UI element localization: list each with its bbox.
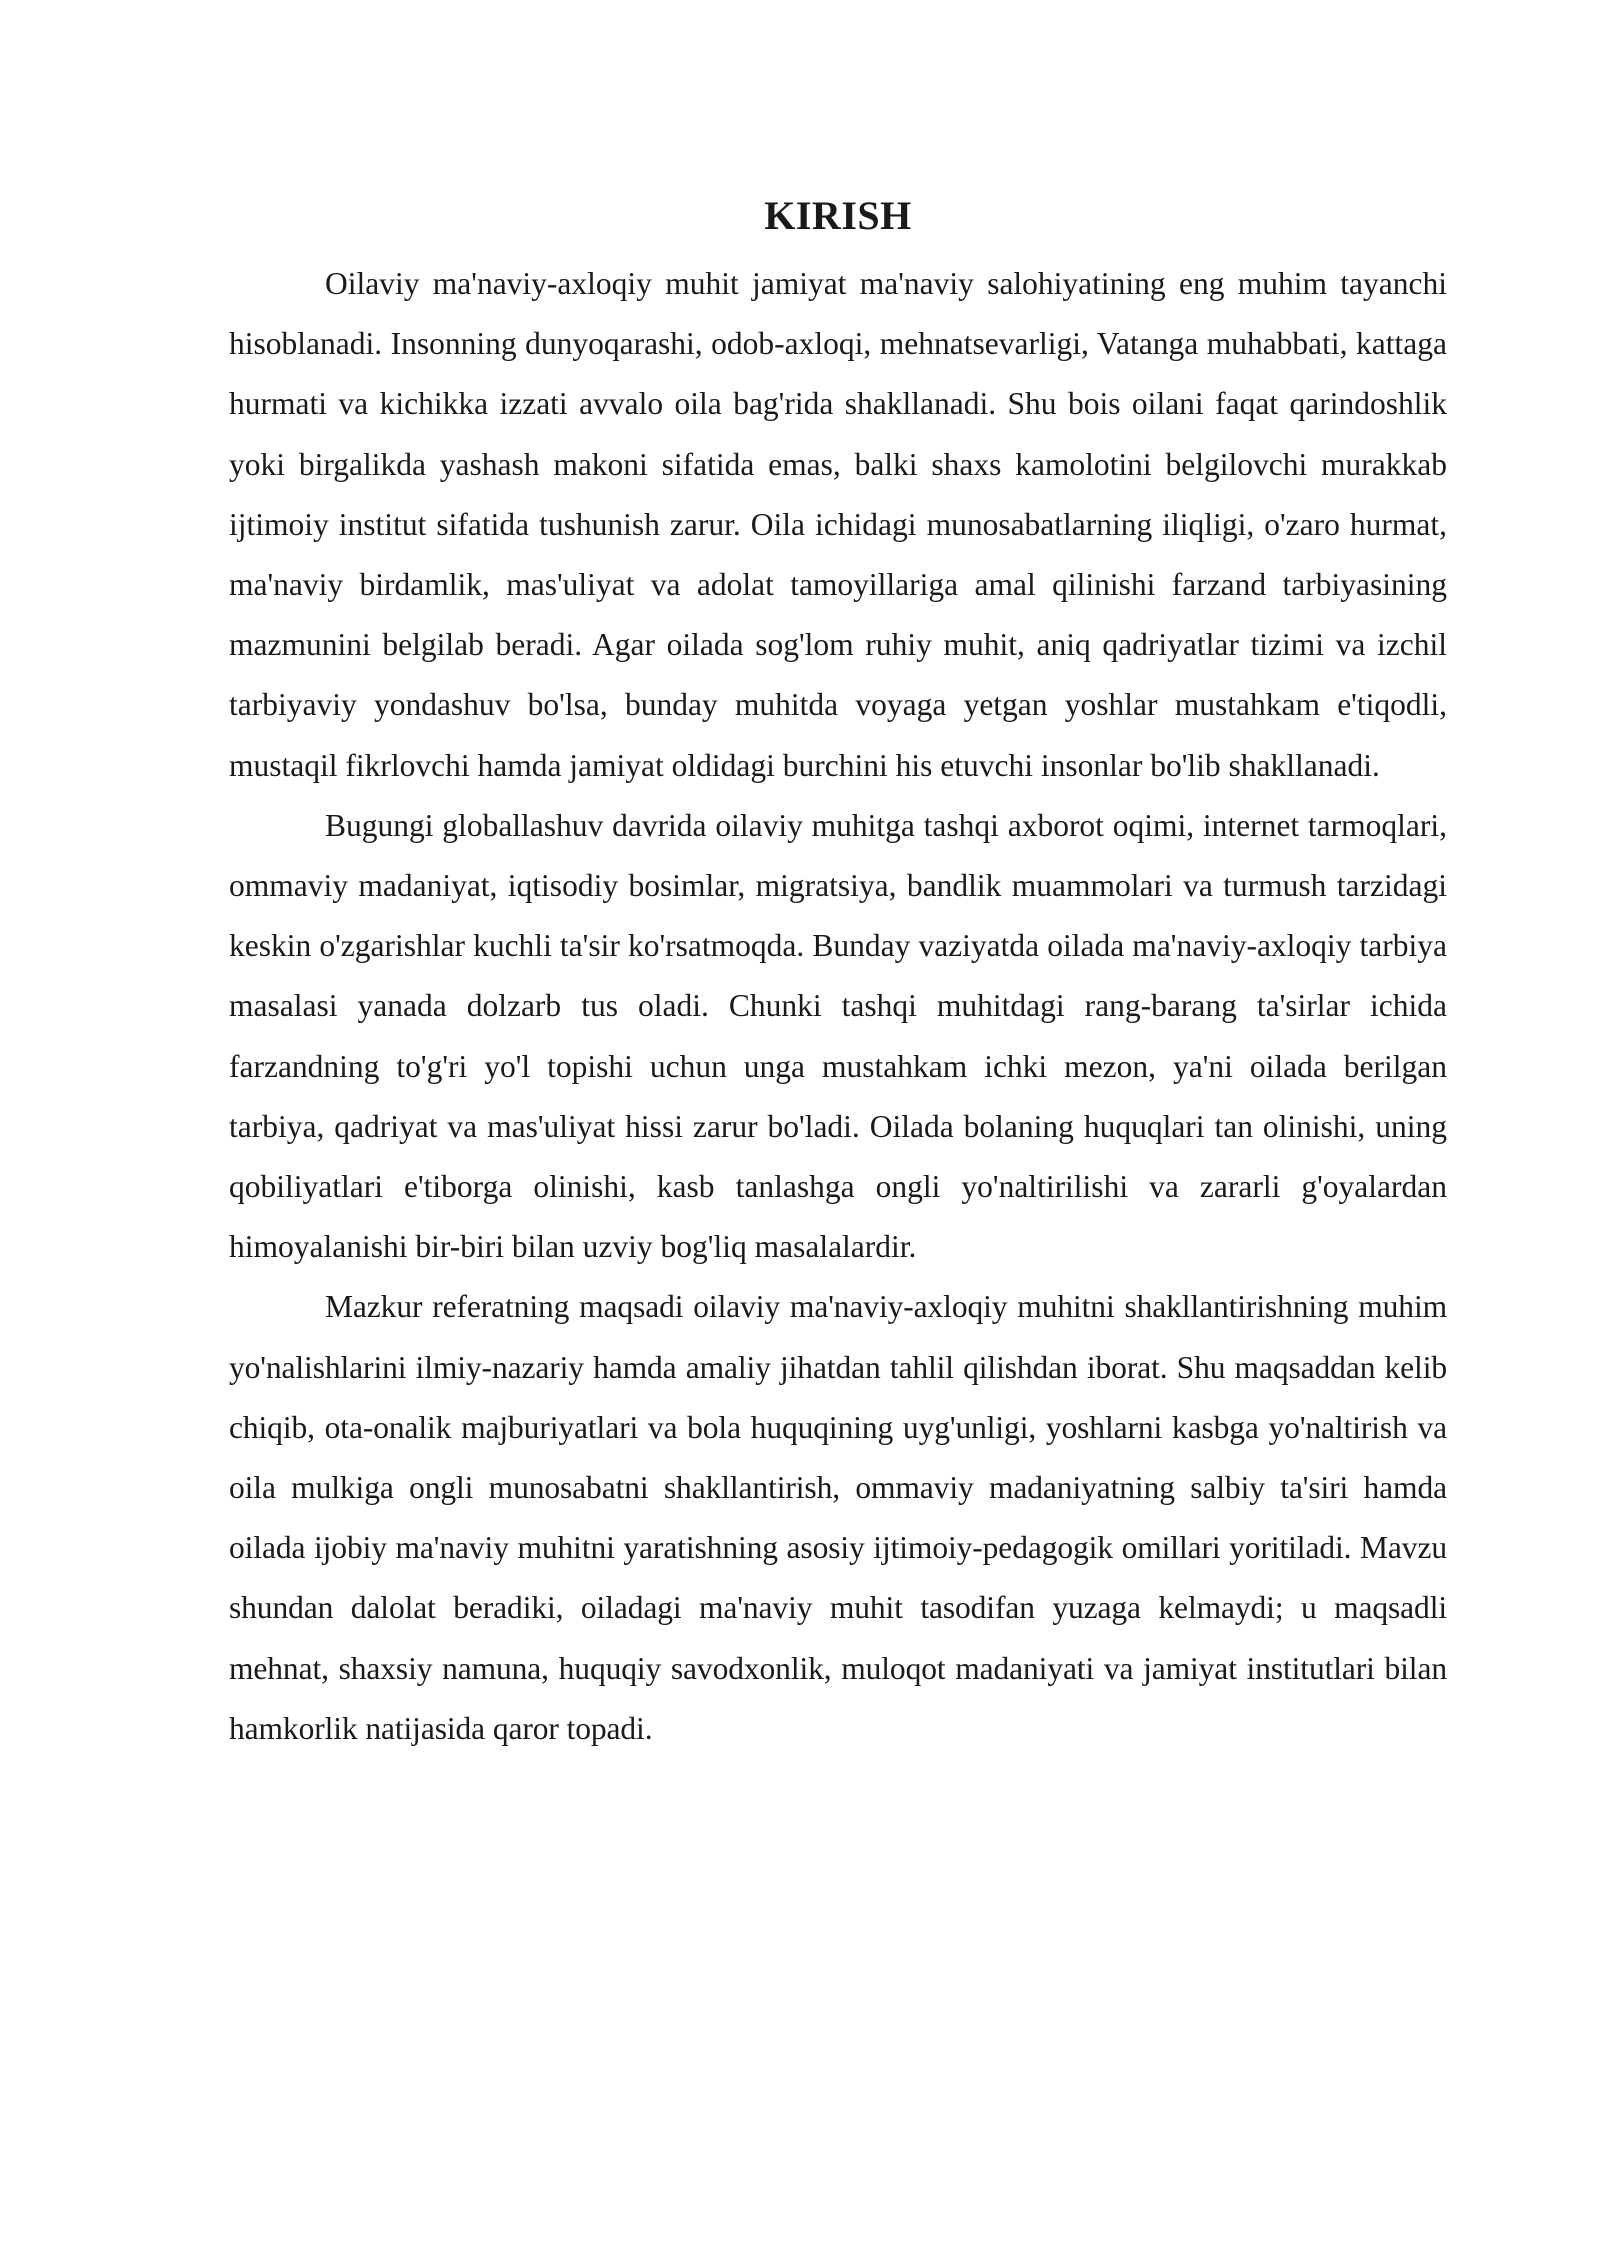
paragraph-2: Bugungi globallashuv davrida oilaviy muhitga tashqi axborot oqimi, internet tarmoqlari, ommaviy madaniyat, iqtisodiy bosimlar, migratsiya, bandlik muammolari va turmush tarzidagi keskin o'zgarishlar kuchli ta'sir ko'rsatmoqda. Bunday vaziyatda oilada ma'naviy-axloqiy tarbiya masalasi yanada dolzarb tus oladi. Chunki tashqi muhitdagi rang-barang ta'sirlar ichida farzandning to'g'ri yo'l topishi uchun unga mustahkam ichki mezon, ya'ni oilada berilgan tarbiya, qadriyat va mas'uliyat hissi zarur bo'ladi. Oilada bolaning huquqlari tan olinishi, uning qobiliyatlari e'tiborga olinishi, kasb tanlashga ongli yo'naltirilishi va zararli g'oyalardan himoyalanishi bir-biri bilan uzviy bog'liq masalalardir. (229, 807, 1447, 1265)
paragraph-3: Mazkur referatning maqsadi oilaviy ma'naviy-axloqiy muhitni shakllantirishning muhim yo'nalishlarini ilmiy-nazariy hamda amaliy jihatdan tahlil qilishdan iborat. Shu maqsaddan kelib chiqib, ota-onalik majburiyatlari va bola huquqining uyg'unligi, yoshlarni kasbga yo'naltirish va oila mulkiga ongli munosabatni shakllantirish, ommaviy madaniyatning salbiy ta'siri hamda oilada ijobiy ma'naviy muhitni yaratishning asosiy ijtimoiy-pedagogik omillari yoritiladi. Mavzu shundan dalolat beradiki, oiladagi ma'naviy muhit tasodifan yuzaga kelmaydi; u maqsadli mehnat, shaxsiy namuna, huquqiy savodxonlik, muloqot madaniyati va jamiyat institutlari bilan hamkorlik natijasida qaror topadi. (229, 1289, 1447, 1746)
section-title: KIRISH (764, 193, 912, 238)
document-body (229, 190, 1447, 1759)
paragraph-1: Oilaviy ma'naviy-axloqiy muhit jamiyat ma'naviy salohiyatining eng muhim tayanchi hisoblanadi. Insonning dunyoqarashi, odob-axloqi, mehnatsevarligi, Vatanga muhabbati, kattaga hurmati va kichikka izzati avvalo oila bag'rida shakllanadi. Shu bois oilani faqat qarindoshlik yoki birgalikda yashash makoni sifatida emas, balki shaxs kamolotini belgilovchi murakkab ijtimoiy institut sifatida tushunish zarur. Oila ichidagi munosabatlarning iliqligi, o'zaro hurmat, ma'naviy birdamlik, mas'uliyat va adolat tamoyillariga amal qilinishi farzand tarbiyasining mazmunini belgilab beradi. Agar oilada sog'lom ruhiy muhit, aniq qadriyatlar tizimi va izchil tarbiyaviy yondashuv bo'lsa, bunday muhitda voyaga yetgan yoshlar mustahkam e'tiqodli, mustaqil fikrlovchi hamda jamiyat oldidagi burchini his etuvchi insonlar bo'lib shakllanadi. (229, 266, 1447, 783)
